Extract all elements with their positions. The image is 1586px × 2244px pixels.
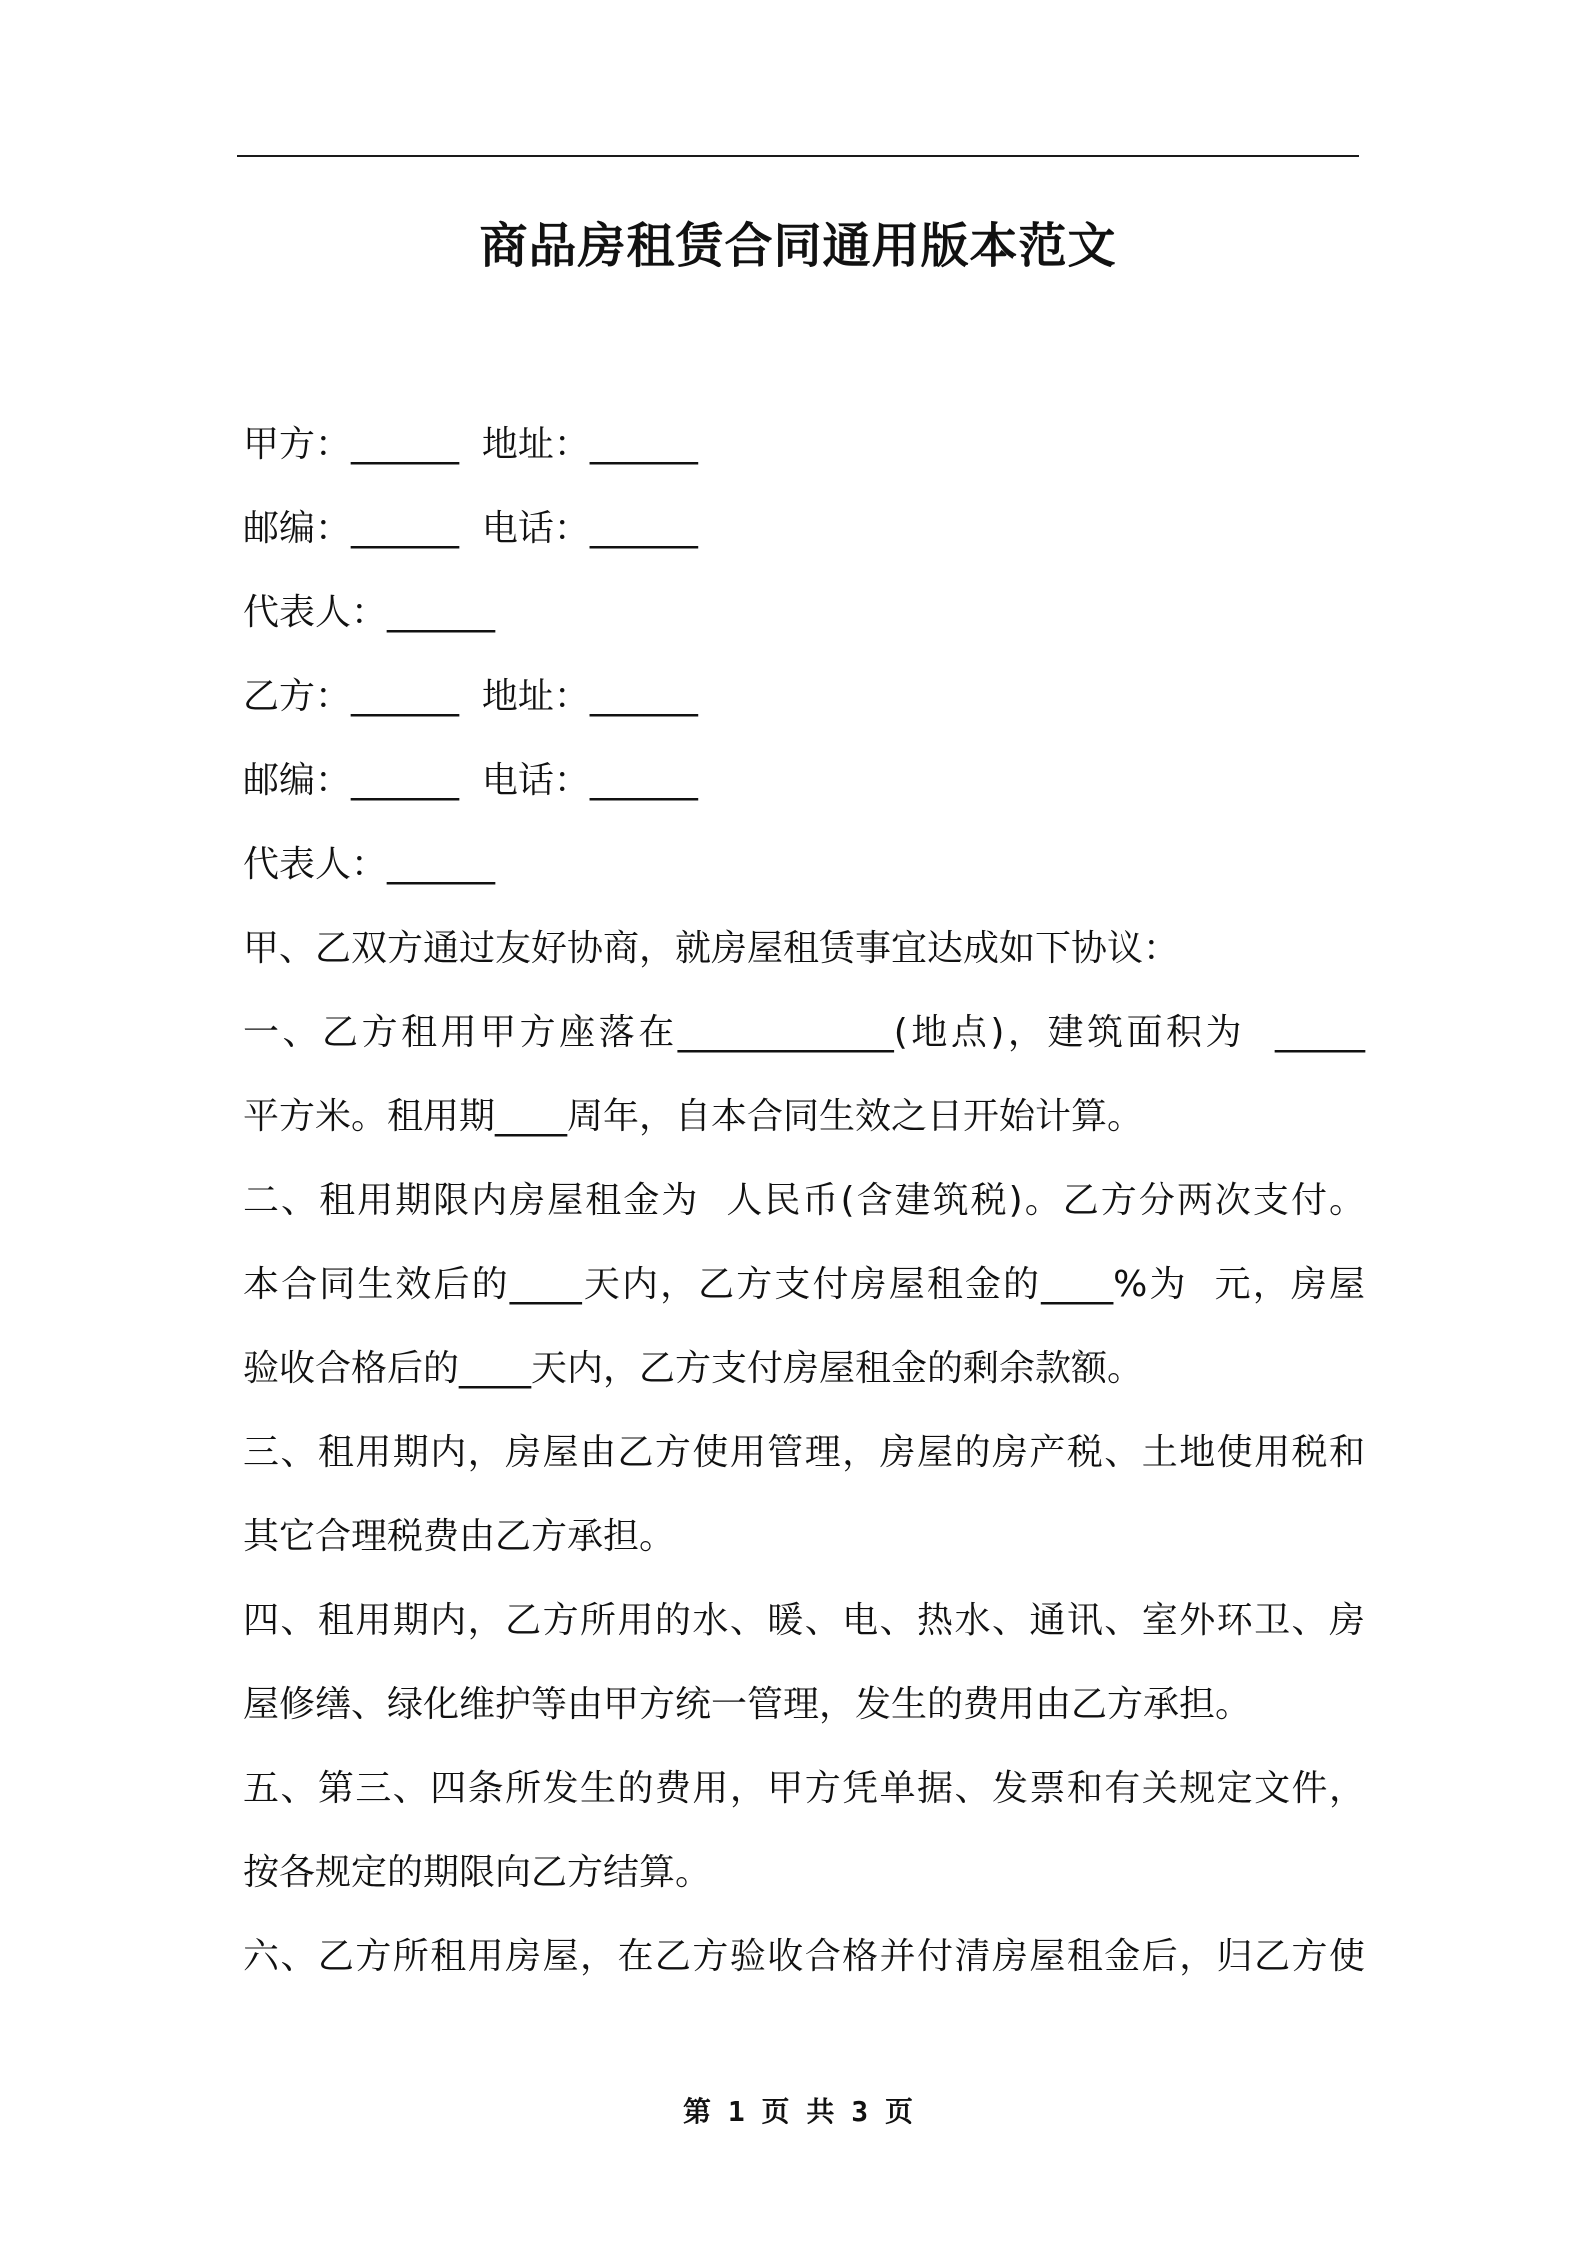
- clause-2-line-3: 验收合格后的____天内，乙方支付房屋租金的剩余款额。: [243, 1348, 1144, 1389]
- clause-5-line-2: 按各规定的期限向乙方结算。: [243, 1852, 712, 1893]
- party-b-representative-line: 代表人：______: [243, 844, 496, 885]
- party-b-name-address-line: 乙方：______ 地址：______: [243, 676, 698, 717]
- document-body: [243, 403, 1365, 1999]
- party-a-postcode-phone-line: 邮编：______ 电话：______: [243, 508, 698, 549]
- clause-1-line-2: 平方米。租用期____周年，自本合同生效之日开始计算。: [243, 1096, 1144, 1137]
- agreement-intro-line: 甲、乙双方通过友好协商，就房屋租赁事宜达成如下协议：: [243, 928, 1180, 969]
- clause-3-line-2: 其它合理税费由乙方承担。: [243, 1516, 676, 1557]
- clause-4-line-1: 四、租用期内，乙方所用的水、暖、电、热水、通讯、室外环卫、房: [243, 1600, 1365, 1641]
- clause-4-line-2: 屋修缮、绿化维护等由甲方统一管理，发生的费用由乙方承担。: [243, 1684, 1252, 1725]
- clause-2-line-2: 本合同生效后的____天内，乙方支付房屋租金的____%为 元，房屋: [243, 1264, 1365, 1305]
- clause-3-line-1: 三、租用期内，房屋由乙方使用管理，房屋的房产税、土地使用税和: [243, 1432, 1365, 1473]
- party-b-postcode-phone-line: 邮编：______ 电话：______: [243, 760, 698, 801]
- party-a-name-address-line: 甲方：______ 地址：______: [243, 424, 698, 465]
- clause-5-line-1: 五、第三、四条所发生的费用，甲方凭单据、发票和有关规定文件，: [243, 1768, 1365, 1809]
- document-title: 商品房租赁合同通用版本范文: [479, 218, 1117, 274]
- clause-1-line-1: 一、乙方租用甲方座落在____________(地点)，建筑面积为 _____: [243, 1012, 1365, 1053]
- clause-6-line-1: 六、乙方所租用房屋，在乙方验收合格并付清房屋租金后，归乙方使: [243, 1936, 1365, 1977]
- clause-2-line-1: 二、租用期限内房屋租金为 人民币(含建筑税)。乙方分两次支付。: [243, 1180, 1365, 1221]
- page-number-footer: 第 1 页 共 3 页: [682, 2095, 913, 2128]
- party-a-representative-line: 代表人：______: [243, 592, 496, 633]
- header-rule: [237, 155, 1359, 157]
